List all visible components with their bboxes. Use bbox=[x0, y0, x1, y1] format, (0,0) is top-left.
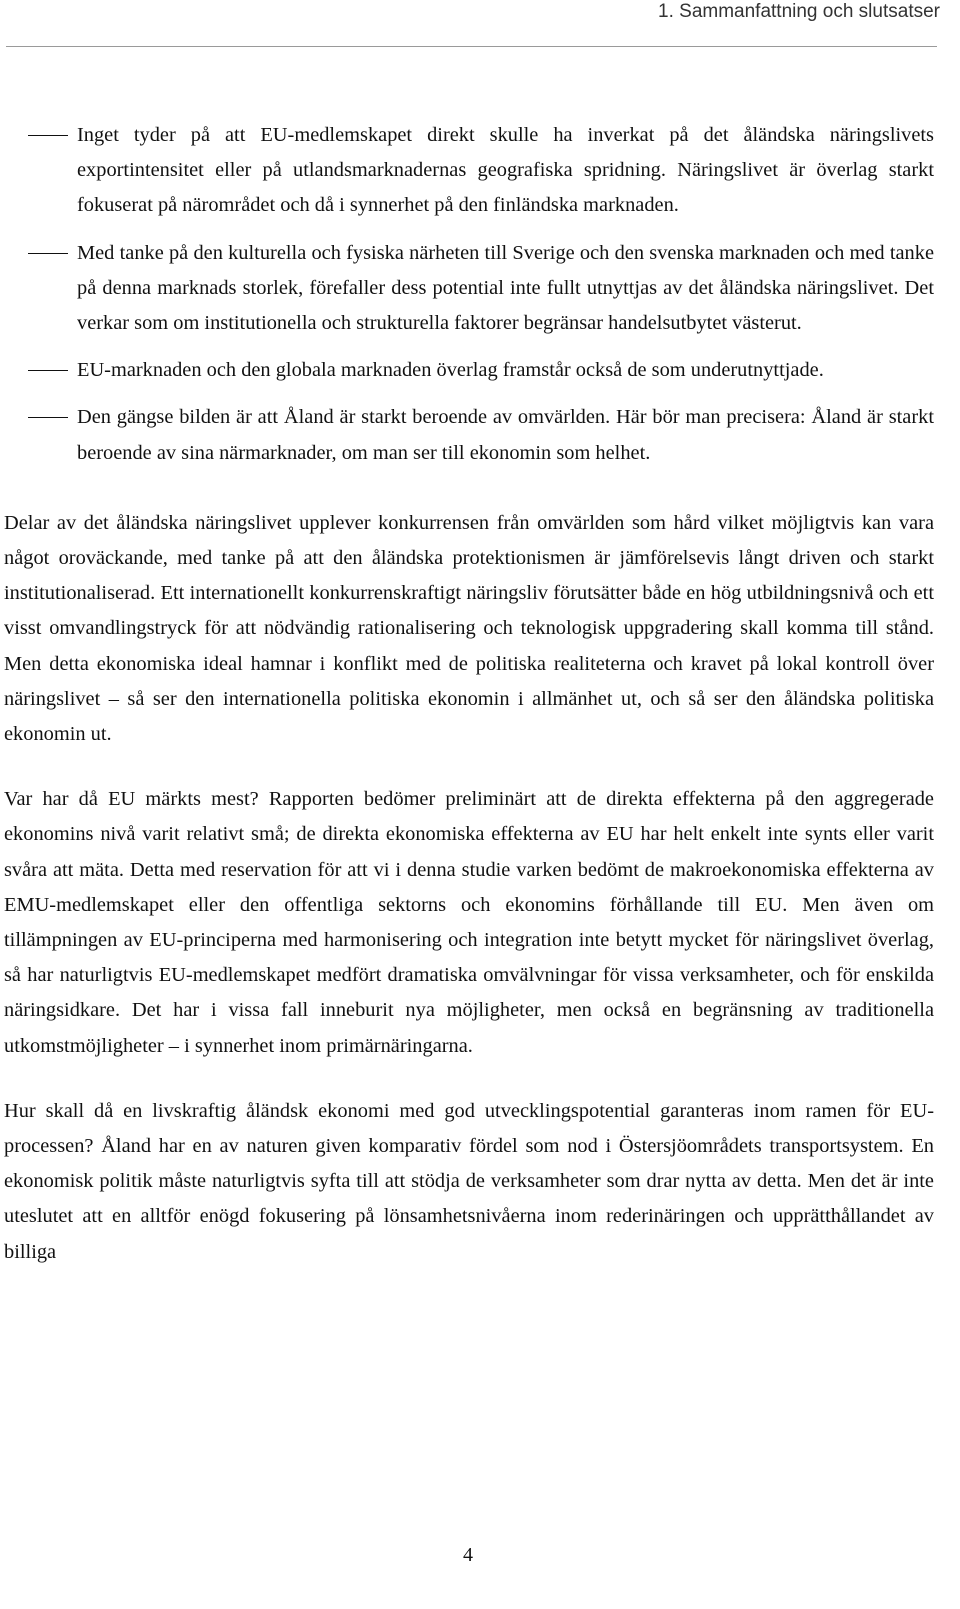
paragraph-competition: Delar av det åländska näringslivet upplever konkurrensen från omvärlden som hård vilket möjligtvis kan vara något oroväckande, med tanke på att den åländska protektionismen är jämförelsevis långt driven och starkt institutionaliserad. Ett internationellt konkurrenskraftigt näringsliv förutsätter både en hög utbildningsnivå och ett visst omvandlingstryck för att nödvändig rationalisering och teknologisk uppgradering skall komma till stånd. Men detta ekonomiska ideal hamnar i konflikt med de politiska realiteterna och kravet på lokal kontroll över näringslivet – så ser den internationella politiska ekonomin i allmänhet ut, och så ser den åländska politiska ekonomin ut. bbox=[4, 511, 934, 746]
bullet-text: Den gängse bilden är att Åland är starkt beroende av omvärlden. Här bör man precisera: Åland är starkt beroende av sina närmarknader, om man ser till ekonomin som helhet. bbox=[77, 406, 934, 464]
bullet-item bbox=[4, 236, 934, 342]
bullet-text: EU-marknaden och den globala marknaden överlag framstår också de som underutnyttjade. bbox=[77, 359, 824, 382]
conclusion-bullet-list bbox=[4, 118, 934, 471]
bullet-text: Med tanke på den kulturella och fysiska närheten till Sverige och den svenska marknaden och med tanke på denna marknads storlek, förefaller dess potential inte fullt utnyttjas av det åländska näringslivet. Det verkar som om institutionella och strukturella faktorer begränsar handelsutbytet västerut. bbox=[77, 241, 934, 335]
dash-bullet-icon bbox=[28, 370, 68, 371]
page-number: 4 bbox=[463, 1544, 473, 1566]
bullet-item bbox=[4, 400, 934, 470]
running-header: 1. Sammanfattning och slutsatser bbox=[658, 1, 940, 22]
paragraph-viable-economy: Hur skall då en livskraftig åländsk ekonomi med god utvecklingspotential garanteras inom ramen för EU-processen? Åland har en av naturen given komparativ fördel som nod i Östersjöområdets transportsystem. En ekonomisk politik måste naturligtvis syfta till att stödja de verksamheter som drar nytta av detta. Men det är inte uteslutet att en alltför enögd fokusering på lönsamhetsnivåerna inom rederinäringen och upprätthållandet av billiga bbox=[4, 1099, 934, 1263]
bullet-text: Inget tyder på att EU-medlemskapet direkt skulle ha inverkat på det åländska näringslivets exportintensitet eller på utlandsmarknadernas geografiska spridning. Näringslivet är överlag starkt fokuserat på närområdet och då i synnerhet på den finländska marknaden. bbox=[77, 124, 934, 217]
dash-bullet-icon bbox=[28, 135, 68, 136]
bullet-item bbox=[4, 118, 934, 224]
page-body bbox=[4, 118, 934, 1300]
paragraph-eu-effects: Var har då EU märkts mest? Rapporten bedömer preliminärt att de direkta effekterna på den aggregerade ekonomins nivå varit relativt små; de direkta ekonomiska effekterna av EU har helt enkelt inte synts eller varit svåra att mäta. Detta med reservation för att vi i denna studie varken bedömt de makroekonomiska effekterna av EMU-medlemskapet eller den offentliga sektorns och ekonomins förhållande till EU. Men även om tillämpningen av EU-principerna med harmonisering och integration inte betytt mycket för näringslivet överlag, så har naturligtvis EU-medlemskapet medfört dramatiska omvälvningar för vissa verksamheter, och för enskilda näringsidkare. Det har i vissa fall inneburit nya möjligheter, men också en begränsning av traditionella utkomstmöjligheter – i synnerhet inom primärnäringarna. bbox=[4, 788, 934, 1057]
bullet-item bbox=[4, 353, 934, 388]
dash-bullet-icon bbox=[28, 417, 68, 418]
dash-bullet-icon bbox=[28, 253, 68, 254]
header-rule bbox=[6, 46, 937, 47]
